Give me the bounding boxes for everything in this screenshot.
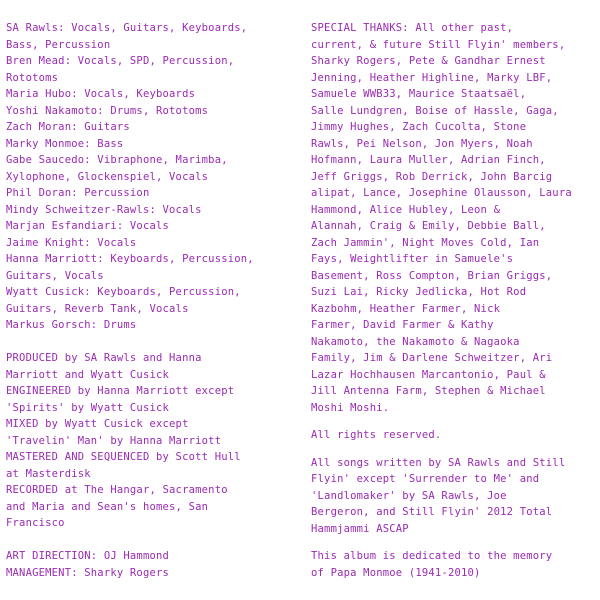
thanks-line: Family, Jim & Darlene Schweitzer, Ari (311, 352, 553, 364)
credit-line: Rototoms (6, 71, 59, 84)
thanks-line: Jeff Griggs, Rob Derrick, John Barcig (311, 170, 553, 183)
left-column (6, 20, 296, 581)
production-line: and Maria and Sean's homes, San (6, 500, 209, 513)
personnel-credits (6, 20, 296, 334)
thanks-line: Kazbohm, Heather Farmer, Nick (311, 302, 501, 315)
credit-line: Bren Mead: Vocals, SPD, Percussion, (6, 55, 235, 67)
credit-line: Guitars, Reverb Tank, Vocals (6, 302, 189, 315)
thanks-line: Jimmy Hughes, Zach Cucolta, Stone (311, 121, 527, 133)
special-thanks (311, 20, 596, 416)
dedication-line: This album is dedicated to the memory (311, 550, 553, 562)
right-column (311, 20, 596, 581)
songwriting-credits (311, 455, 596, 538)
thanks-line: alipat, Lance, Josephine Olausson, Laura (311, 187, 572, 199)
art-direction-line: ART DIRECTION: OJ Hammond (6, 550, 170, 562)
credit-line: Yoshi Nakamoto: Drums, Rototoms (6, 104, 209, 117)
art-management-credits (6, 548, 296, 581)
thanks-line: Moshi Moshi. (311, 401, 390, 414)
credit-line: Jaime Knight: Vocals (6, 236, 137, 249)
thanks-line: Hammond, Alice Hubley, Leon & (311, 203, 501, 216)
production-line: PRODUCED by SA Rawls and Hanna (6, 352, 202, 364)
thanks-line: Basement, Ross Compton, Brian Griggs, (311, 269, 553, 282)
production-line: MASTERED AND SEQUENCED by Scott Hull (6, 451, 241, 463)
production-line: at Masterdisk (6, 467, 91, 480)
management-line: MANAGEMENT: Sharky Rogers (6, 566, 170, 579)
songs-line: Flyin' except 'Surrender to Me' and (311, 473, 540, 485)
production-line: 'Spirits' by Wyatt Cusick (6, 401, 170, 414)
credit-line: Marjan Esfandiari: Vocals (6, 220, 170, 232)
production-line: RECORDED at The Hangar, Sacramento (6, 484, 228, 496)
credit-line: Wyatt Cusick: Keyboards, Percussion, (6, 286, 241, 298)
songs-line: All songs written by SA Rawls and Still (311, 456, 566, 469)
thanks-line: Jill Antenna Farm, Stephen & Michael (311, 385, 546, 397)
credit-line: Marky Monmoe: Bass (6, 137, 124, 150)
thanks-line: Lazar Hochhausen Marcantonio, Paul & (311, 368, 546, 381)
thanks-line: Zach Jammin', Night Moves Cold, Ian (311, 236, 540, 249)
credit-line: Guitars, Vocals (6, 269, 104, 282)
production-credits (6, 350, 296, 532)
production-line: ENGINEERED by Hanna Marriott except (6, 385, 235, 397)
credit-line: Gabe Saucedo: Vibraphone, Marimba, (6, 154, 228, 166)
thanks-line: Salle Lundgren, Boise of Hassle, Gaga, (311, 104, 559, 117)
dedication (311, 548, 596, 581)
credit-line: Mindy Schweitzer-Rawls: Vocals (6, 203, 202, 216)
production-line: Marriott and Wyatt Cusick (6, 368, 170, 381)
credit-line: Phil Doran: Percussion (6, 187, 150, 199)
thanks-line: Alannah, Craig & Emily, Debbie Ball, (311, 220, 546, 232)
rights-notice: All rights reserved. (311, 429, 442, 441)
thanks-line: Suzi Lai, Ricky Jedlicka, Hot Rod (311, 286, 527, 298)
songs-line: 'Landlomaker' by SA Rawls, Joe (311, 489, 507, 502)
credit-line: Bass, Percussion (6, 38, 111, 51)
credit-line: Zach Moran: Guitars (6, 121, 130, 133)
credit-line: Markus Gorsch: Drums (6, 319, 137, 331)
thanks-line: Nakamoto, the Nakamoto & Nagaoka (311, 335, 520, 348)
credit-line: Hanna Marriott: Keyboards, Percussion, (6, 253, 254, 265)
thanks-line: current, & future Still Flyin' members, (311, 38, 566, 51)
thanks-line: Rawls, Pei Nelson, Jon Myers, Noah (311, 137, 533, 150)
thanks-line: Fays, Weightlifter in Samuele's (311, 253, 514, 265)
credit-line: SA Rawls: Vocals, Guitars, Keyboards, (6, 22, 248, 34)
dedication-line: of Papa Monmoe (1941-2010) (311, 566, 481, 579)
songs-line: Hammjammi ASCAP (311, 522, 409, 535)
production-line: Francisco (6, 517, 65, 529)
thanks-line: Jenning, Heather Highline, Marky LBF, (311, 71, 553, 84)
thanks-line: Sharky Rogers, Pete & Gandhar Ernest (311, 55, 546, 67)
credit-line: Maria Hubo: Vocals, Keyboards (6, 88, 196, 100)
thanks-line: Hofmann, Laura Muller, Adrian Finch, (311, 154, 546, 166)
production-line: 'Travelin' Man' by Hanna Marriott (6, 434, 222, 447)
thanks-line: Samuele WWB33, Maurice Staatsaël, (311, 88, 527, 100)
songs-line: Bergeron, and Still Flyin' 2012 Total (311, 506, 553, 518)
production-line: MIXED by Wyatt Cusick except (6, 418, 189, 430)
thanks-line: SPECIAL THANKS: All other past, (311, 22, 514, 34)
thanks-line: Farmer, David Farmer & Kathy (311, 319, 494, 331)
credit-line: Xylophone, Glockenspiel, Vocals (6, 170, 209, 183)
